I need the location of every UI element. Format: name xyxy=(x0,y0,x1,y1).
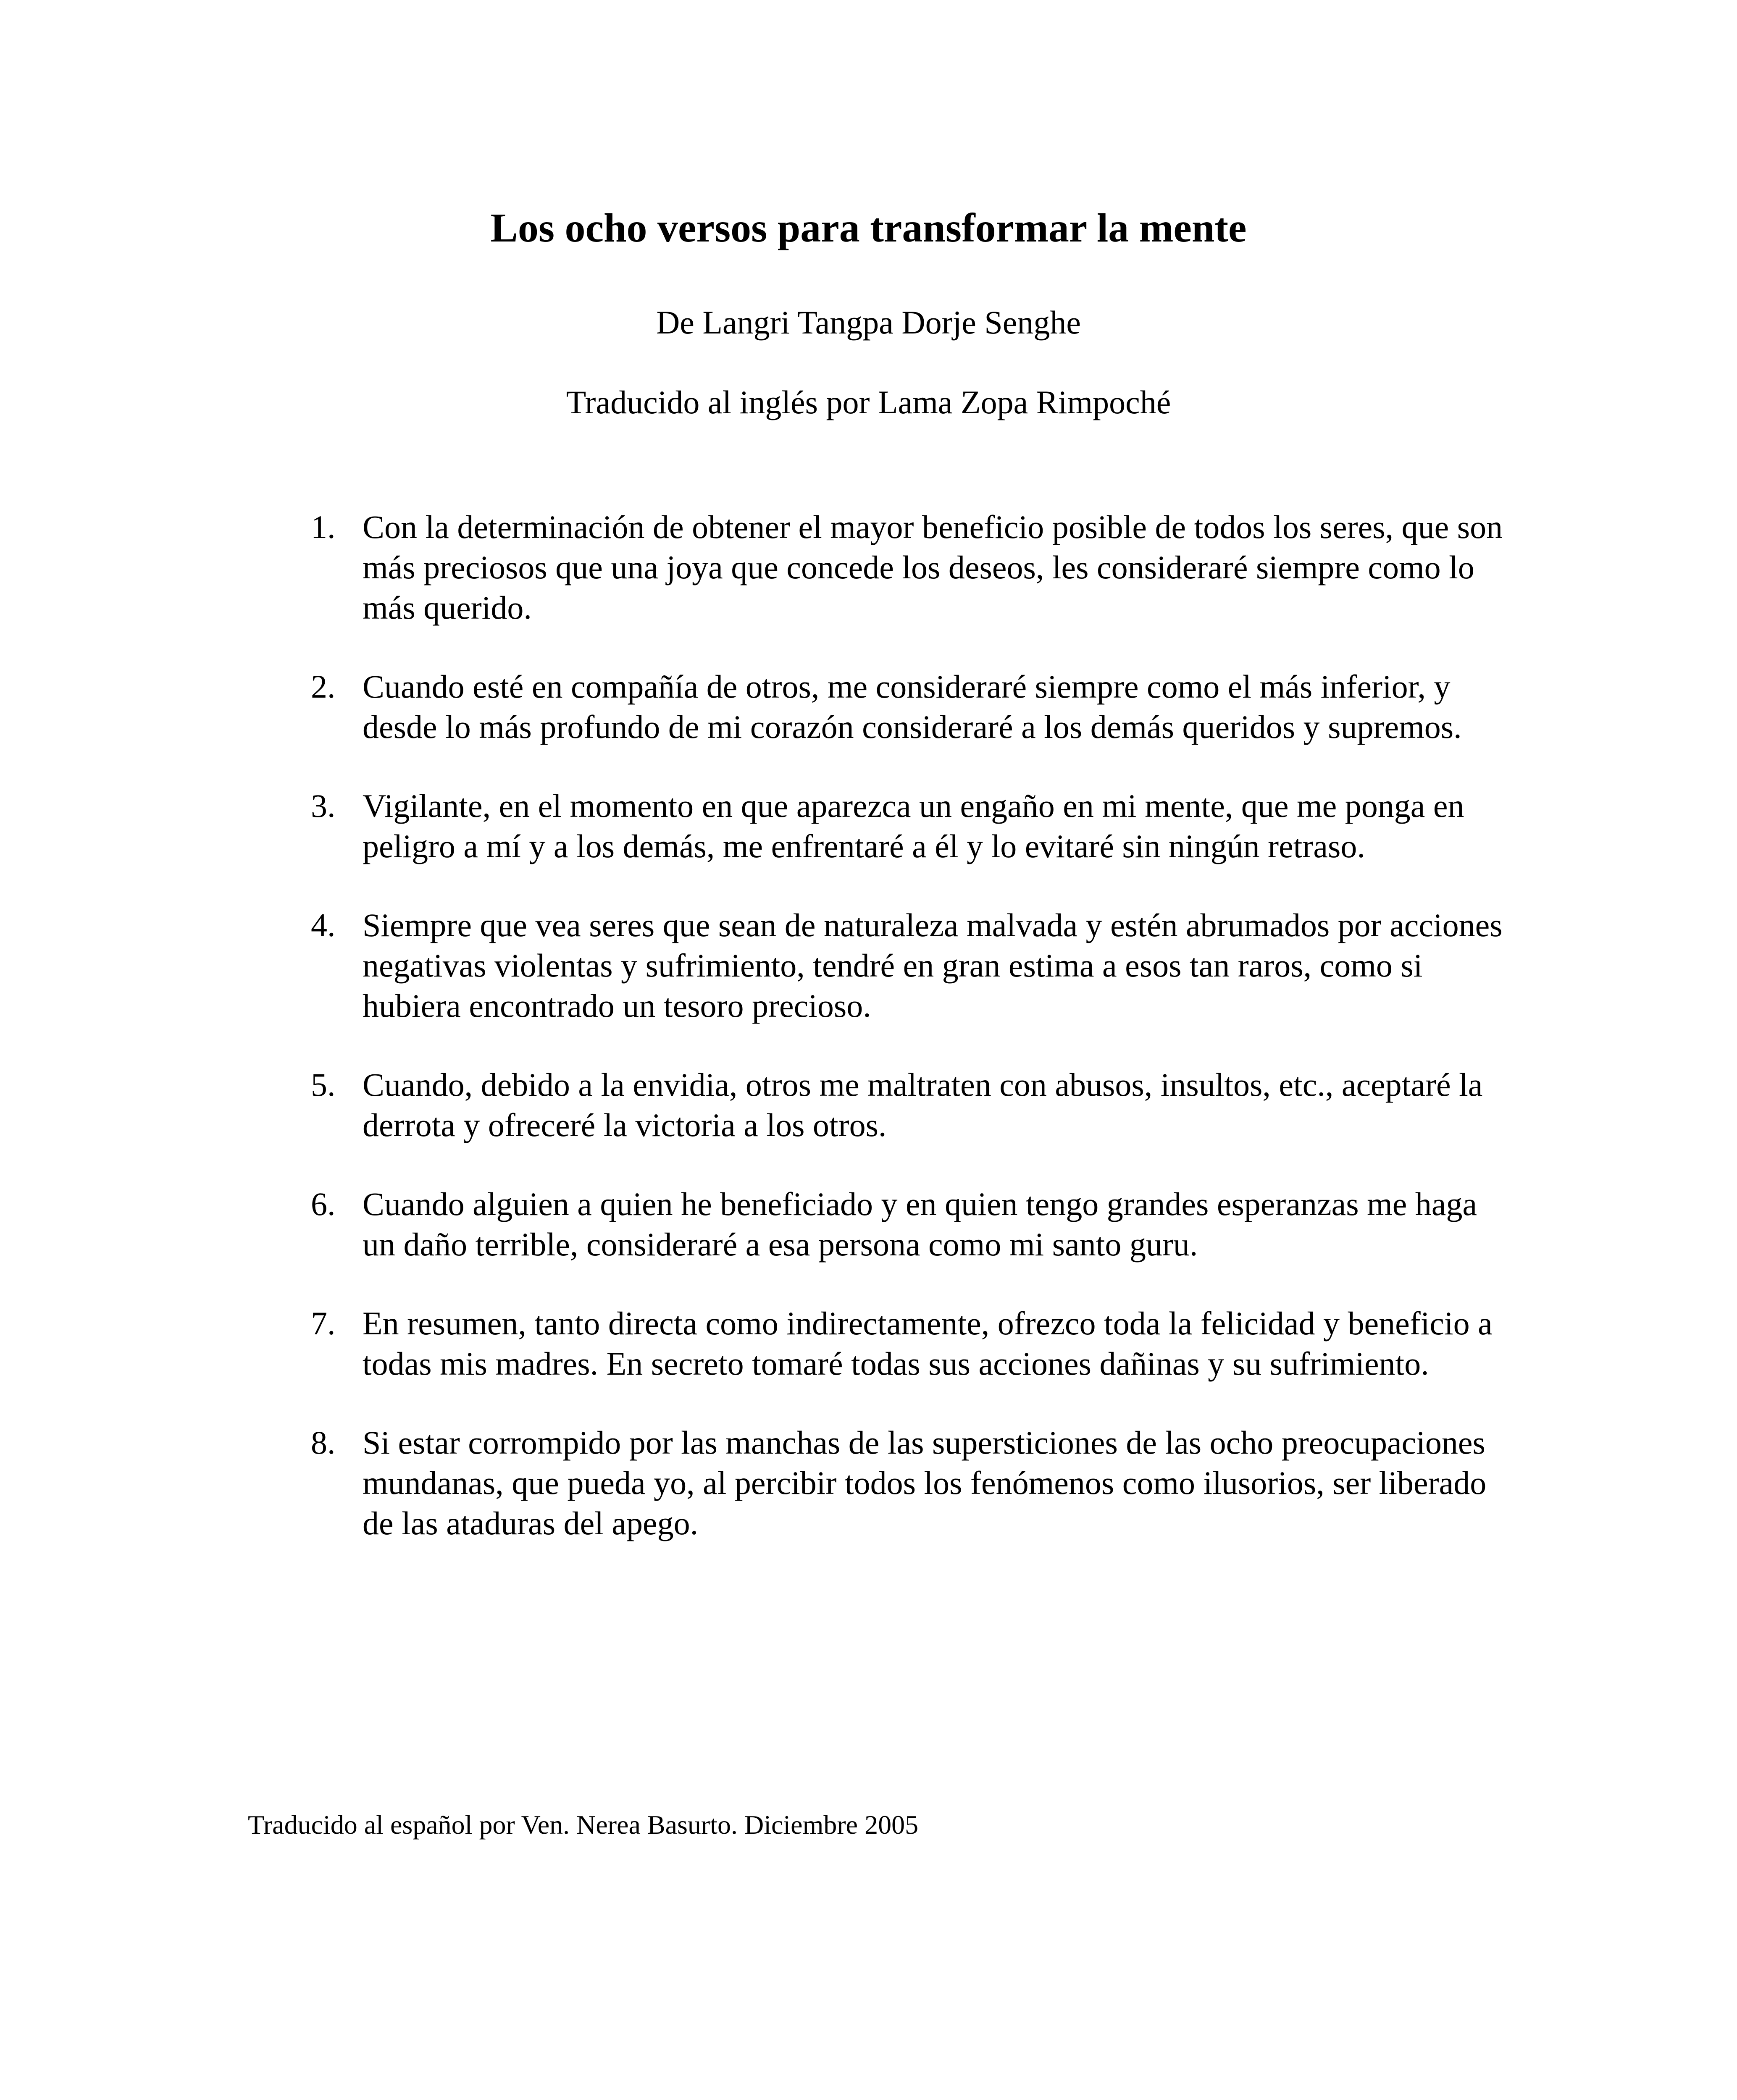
verse-number: 8. xyxy=(311,1424,336,1461)
verse-text: Cuando esté en compañía de otros, me consideraré siempre como el más inferior, y desde lo más profundo de mi corazón consideraré a los demás queridos y supremos. xyxy=(363,668,1462,745)
verse-text: Vigilante, en el momento en que aparezca un engaño en mi mente, que me ponga en peligro a mí y a los demás, me enfrentaré a él y lo evitaré sin ningún retraso. xyxy=(363,788,1464,864)
verse-number: 3. xyxy=(311,788,336,824)
verse-list xyxy=(311,507,1508,1582)
verse-item xyxy=(311,1065,1508,1145)
spanish-translation-credit: Traducido al español por Ven. Nerea Basurto. Diciembre 2005 xyxy=(248,1810,919,1840)
verse-item xyxy=(311,1184,1508,1265)
verse-item xyxy=(311,507,1508,628)
document-title: Los ocho versos para transformar la mente xyxy=(490,205,1247,251)
verse-text: Cuando, debido a la envidia, otros me maltraten con abusos, insultos, etc., aceptaré la derrota y ofreceré la victoria a los otros. xyxy=(363,1066,1483,1143)
verse-item xyxy=(311,667,1508,747)
verse-item xyxy=(311,1303,1508,1384)
verse-number: 1. xyxy=(311,509,336,545)
english-translator-line: Traducido al inglés por Lama Zopa Rimpoché xyxy=(566,384,1171,420)
verse-text: Cuando alguien a quien he beneficiado y en quien tengo grandes esperanzas me haga un daño terrible, consideraré a esa persona como mi santo guru. xyxy=(363,1186,1477,1263)
verse-number: 6. xyxy=(311,1186,336,1222)
verse-item xyxy=(311,905,1508,1026)
verse-number: 5. xyxy=(311,1066,336,1103)
verse-number: 7. xyxy=(311,1305,336,1341)
verse-number: 2. xyxy=(311,668,336,705)
verse-text: Siempre que vea seres que sean de naturaleza malvada y estén abrumados por acciones negativas violentas y sufrimiento, tendré en gran estima a esos tan raros, como si hubiera encontrado un tesoro precioso. xyxy=(363,907,1503,1024)
verse-text: Si estar corrompido por las manchas de las supersticiones de las ocho preocupaciones mundanas, que pueda yo, al percibir todos los fenómenos como ilusorios, ser liberado de las ataduras del apego. xyxy=(363,1424,1487,1541)
verse-text: Con la determinación de obtener el mayor beneficio posible de todos los seres, que son más preciosos que una joya que concede los deseos, les consideraré siempre como lo más querido. xyxy=(363,509,1503,626)
verse-number: 4. xyxy=(311,907,336,943)
verse-item xyxy=(311,1423,1508,1544)
verse-text: En resumen, tanto directa como indirectamente, ofrezco toda la felicidad y beneficio a todas mis madres. En secreto tomaré todas sus acciones dañinas y su sufrimiento. xyxy=(363,1305,1493,1382)
author-line: De Langri Tangpa Dorje Senghe xyxy=(656,304,1081,341)
verse-item xyxy=(311,786,1508,866)
